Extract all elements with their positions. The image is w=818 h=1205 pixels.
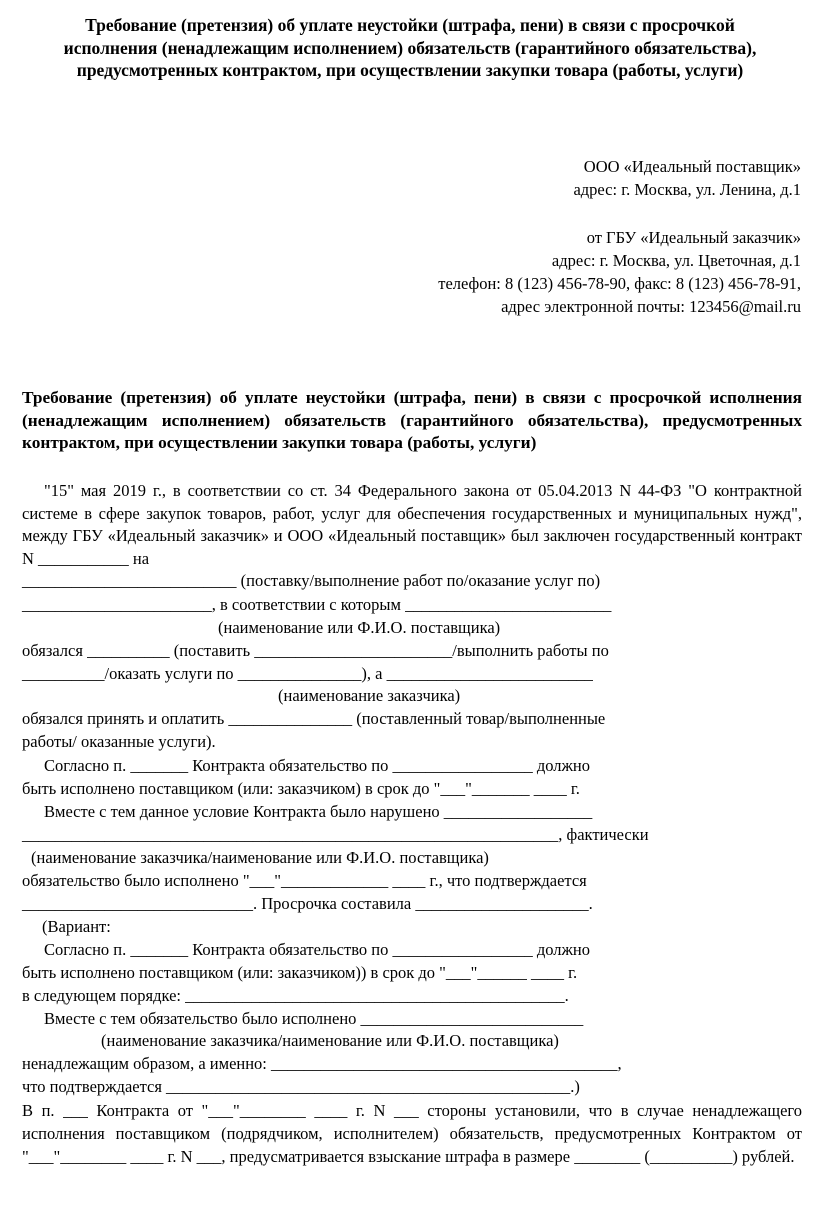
text-line: быть исполнено поставщиком (или: заказчиком) в срок до "___"_______ ____ г. <box>22 779 580 798</box>
text-line: __________________________ (поставку/выполнение работ по/оказание услуг по) <box>22 571 601 590</box>
text-line: _______________________, в соответствии с которым _________________________ <box>22 595 612 614</box>
text-line: Вместе с тем обязательство было исполнено ___________________________ <box>44 1009 584 1028</box>
body-title: Требование (претензия) об уплате неустойки (штрафа, пени) в связи с просрочкой исполнения (ненадлежащим исполнением) обязательств (гарантийного обязательства), предусмотренных контрактом, при осуществлении закупки товара (работы, услуги) <box>22 388 802 452</box>
field-caption: (наименование заказчика/наименование или Ф.И.О. поставщика) <box>31 848 489 867</box>
text-line: работы/ оказанные услуги). <box>22 732 216 751</box>
document-header-title: Требование (претензия) об уплате неустойки (штрафа, пени) в связи с просрочкой исполнения (ненадлежащим исполнением) обязательств (гарантийного обязательства), предусмотренных контрактом, при осуществлении закупки товара (работы, услуги) <box>63 15 757 80</box>
text-line: быть исполнено поставщиком (или: заказчиком)) в срок до "___"______ ____ г. <box>22 963 578 982</box>
text-line: _________________________________________________________________, фактически <box>22 825 649 844</box>
text-line: обязательство было исполнено "___"_____________ ____ г., что подтверждается <box>22 871 587 890</box>
variant-label: (Вариант: <box>42 917 111 936</box>
intro-paragraph: "15" мая 2019 г., в соответствии со ст. 34 Федерального закона от 05.04.2013 N 44-ФЗ "О контрактной системе в сфере закупок товаров, работ, услуг для обеспечения государственных и муниципальных нужд", между ГБУ «Идеальный заказчик» и ООО «Идеальный поставщик» был заключен государственный контракт N ___________ на <box>22 481 802 569</box>
field-caption: (наименование заказчика) <box>278 686 461 705</box>
text-line: ненадлежащим образом, а именно: __________________________________________, <box>22 1054 622 1073</box>
sender-from: от ГБУ «Идеальный заказчик» <box>586 228 801 247</box>
sender-block <box>438 226 801 318</box>
recipient-address: адрес: г. Москва, ул. Ленина, д.1 <box>573 180 801 199</box>
sender-email: адрес электронной почты: 123456@mail.ru <box>501 297 801 316</box>
text-line: Согласно п. _______ Контракта обязательство по _________________ должно <box>44 756 590 775</box>
text-line: Согласно п. _______ Контракта обязательство по _________________ должно <box>44 940 590 959</box>
text-line: что подтверждается _________________________________________________.) <box>22 1077 580 1096</box>
text-line: обязался принять и оплатить _______________ (поставленный товар/выполненные <box>22 709 606 728</box>
field-caption: (наименование или Ф.И.О. поставщика) <box>218 618 501 637</box>
sender-phones: телефон: 8 (123) 456-78-90, факс: 8 (123) 456-78-91, <box>438 274 801 293</box>
sender-address: адрес: г. Москва, ул. Цветочная, д.1 <box>551 251 801 270</box>
penalty-paragraph: В п. ___ Контракта от "___"________ ____ г. N ___ стороны установили, что в случае ненадлежащего исполнения поставщиком (подрядчиком, исполнителем) обязательств, предусмотренных Контрактом от "___"________ ____ г. N ___, предусматривается взыскание штрафа в размере ________ (__________) рублей. <box>22 1101 802 1166</box>
recipient-org: ООО «Идеальный поставщик» <box>583 157 801 176</box>
text-line: ____________________________. Просрочка составила _____________________. <box>22 894 593 913</box>
field-caption: (наименование заказчика/наименование или Ф.И.О. поставщика) <box>101 1031 559 1050</box>
text-line: обязался __________ (поставить ________________________/выполнить работы по <box>22 641 609 660</box>
recipient-block <box>573 155 801 201</box>
text-line: __________/оказать услуги по _______________), а _________________________ <box>22 664 593 683</box>
text-line: Вместе с тем данное условие Контракта было нарушено __________________ <box>44 802 593 821</box>
text-line: в следующем порядке: ______________________________________________. <box>22 986 569 1005</box>
